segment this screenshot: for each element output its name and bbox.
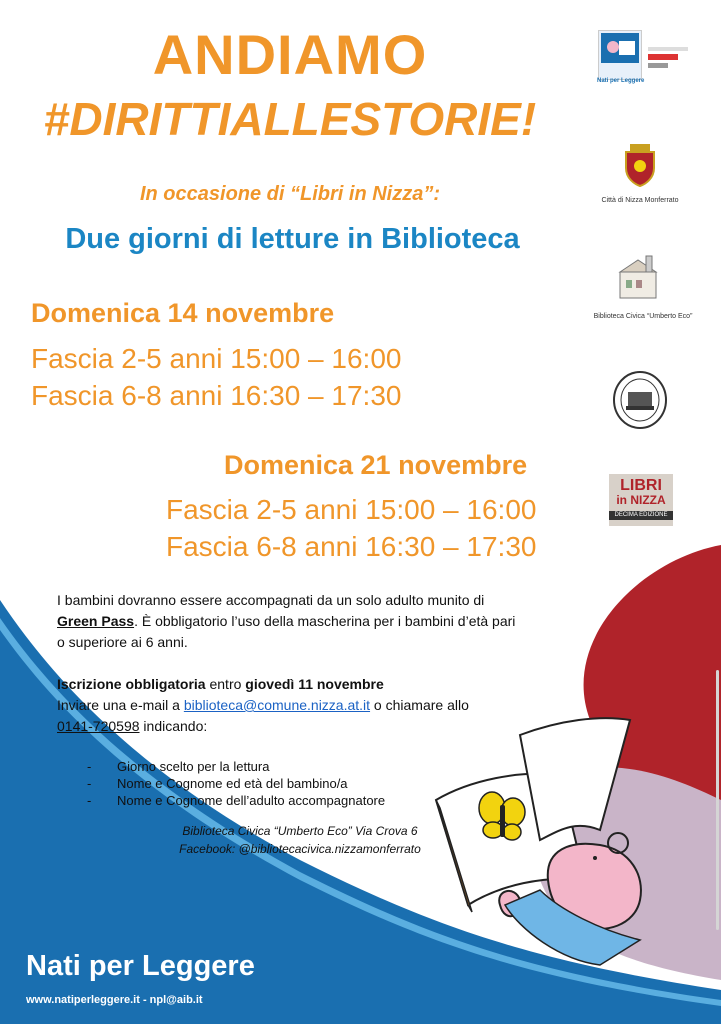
scrollbar[interactable] <box>716 670 719 930</box>
brand-name: Nati per Leggere <box>26 950 255 982</box>
escort-paragraph: I bambini dovranno essere accompagnati da un solo adulto munito di Green Pass. È obbligatorio l’uso della mascherina per i bambini d’età pari o superiore ai 6 anni. <box>57 592 516 650</box>
seal-stamp-icon <box>612 370 668 430</box>
day1-slot1: Fascia 2-5 anni 15:00 – 16:00 <box>31 343 402 374</box>
day2-heading: Domenica 21 novembre <box>224 450 528 480</box>
libri-line2: in NIZZA <box>616 493 666 507</box>
phone-number: 0141-720598 <box>57 718 140 734</box>
registration-line: Iscrizione obbligatoria entro giovedì 11 novembre <box>57 676 384 692</box>
address-block <box>170 822 430 858</box>
list-item: - Nome e Cognome dell’adulto accompagnatore <box>87 793 386 808</box>
green-pass-label: Green Pass <box>57 613 135 629</box>
npl-logo-label: Nati per Leggere <box>597 78 645 84</box>
city-caption: Città di Nizza Monferrato <box>601 197 679 204</box>
facebook-handle: Facebook: @bibliotecacivica.nizzamonferrato <box>179 842 421 856</box>
library-address: Biblioteca Civica “Umberto Eco” Via Crova 6 <box>182 824 418 838</box>
library-building-icon <box>616 254 660 300</box>
city-crest-icon <box>620 142 660 188</box>
hashtag-headline: #DIRITTIALLESTORIE! <box>43 93 537 145</box>
library-caption: Biblioteca Civica “Umberto Eco” <box>593 313 693 320</box>
libri-line1: LIBRI <box>620 477 662 494</box>
day2-slot2: Fascia 6-8 anni 16:30 – 17:30 <box>166 531 537 562</box>
list-item: - Nome e Cognome ed età del bambino/a <box>87 776 348 791</box>
libri-line3: DECIMA EDIZIONE <box>609 511 673 520</box>
libri-in-nizza-logo <box>609 474 673 526</box>
phone-line: 0141-720598 indicando: <box>57 718 208 734</box>
list-item: - Giorno scelto per la lettura <box>87 759 270 774</box>
email-link[interactable]: biblioteca@comune.nizza.at.it <box>183 697 371 713</box>
day1-heading: Domenica 14 novembre <box>31 298 335 328</box>
occasion-line: In occasione di “Libri in Nizza”: <box>139 183 441 205</box>
subtitle: Due giorni di letture in Biblioteca <box>65 223 520 255</box>
brand-contacts: www.natiperleggere.it - npl@aib.it <box>26 994 203 1006</box>
info-block <box>57 590 517 809</box>
day1-slot2: Fascia 6-8 anni 16:30 – 17:30 <box>31 380 402 411</box>
npl-logo <box>598 30 642 80</box>
day2-slot1: Fascia 2-5 anni 15:00 – 16:00 <box>166 494 537 525</box>
requirements-list <box>87 758 517 809</box>
contact-line: Inviare una e-mail a biblioteca@comune.nizza.at.it o chiamare allo <box>57 697 469 713</box>
headline: ANDIAMO <box>152 23 428 86</box>
book-reading-icon <box>599 31 641 79</box>
sponsor-logos <box>648 44 688 74</box>
